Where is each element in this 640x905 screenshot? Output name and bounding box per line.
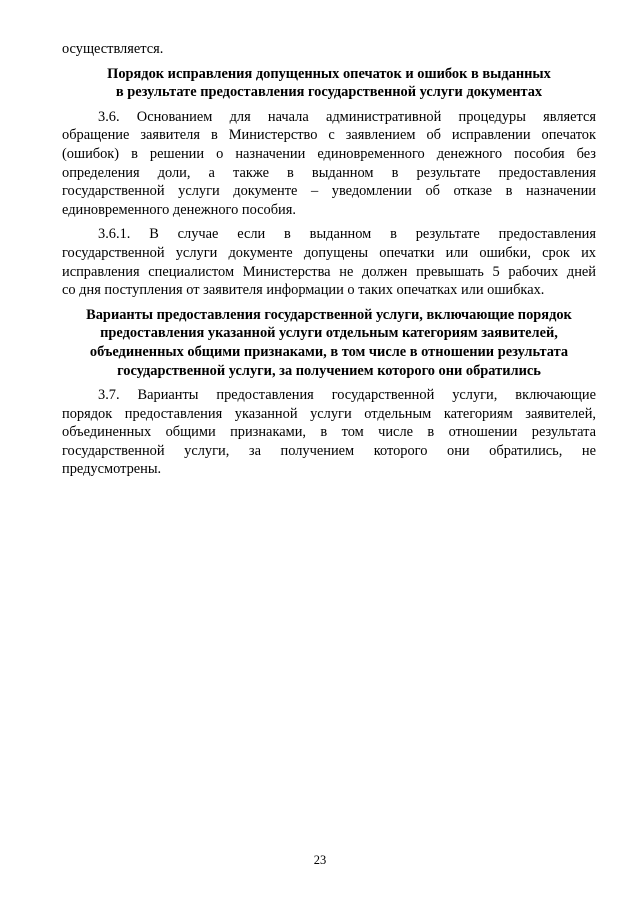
page-number: 23 xyxy=(313,853,327,867)
paragraph-line: государственной услуги документе – уведомлении об отказе в назначении xyxy=(62,183,596,200)
paragraph-3-6 xyxy=(62,108,596,220)
paragraph-line: определения доли, а также в выданном в результате предоставления xyxy=(62,164,596,181)
paragraph-line: исправления специалистом Министерства не должен превышать 5 рабочих дней xyxy=(62,263,596,280)
paragraph-line: 3.6.1. В случае если в выданном в результате предоставления xyxy=(98,226,596,243)
paragraph-line: обращение заявителя в Министерство с заявлением об исправлении опечаток xyxy=(62,127,596,144)
heading-line: объединенных общими признаками, в том числе в отношении результата xyxy=(89,343,569,360)
paragraph-line: единовременного денежного пособия. xyxy=(62,201,296,218)
section-heading-error-correction xyxy=(62,65,596,102)
heading-line: Варианты предоставления государственной услуги, включающие порядок xyxy=(86,306,572,323)
paragraph-line: (ошибок) в решении о назначении единовременного денежного пособия без xyxy=(62,145,596,162)
paragraph-line: объединенных общими признаками, в том числе в отношении результата xyxy=(62,424,596,441)
continued-text-line: осуществляется. xyxy=(62,41,164,57)
heading-line: предоставления указанной услуги отдельным категориям заявителей, xyxy=(100,325,558,342)
paragraph-line: государственной услуги документе допущены опечатки или ошибки, срок их xyxy=(62,244,596,261)
paragraph-3-7 xyxy=(62,386,596,479)
paragraph-line: 3.6. Основанием для начала административной процедуры является xyxy=(98,108,596,125)
paragraph-line: предусмотрены. xyxy=(62,461,162,478)
heading-line: государственной услуги, за получением которого они обратились xyxy=(117,362,541,379)
document-page xyxy=(62,40,596,479)
paragraph-line: 3.7. Варианты предоставления государственной услуги, включающие xyxy=(98,387,596,404)
paragraph-line: со дня поступления от заявителя информации о таких опечатках или ошибках. xyxy=(62,282,545,299)
paragraph-3-6-1 xyxy=(62,225,596,299)
paragraph-line: государственной услуги, за получением которого они обратились, не xyxy=(62,442,596,459)
heading-line: Порядок исправления допущенных опечаток и ошибок в выданных xyxy=(107,65,551,82)
paragraph-line: порядок предоставления указанной услуги отдельным категориям заявителей, xyxy=(62,405,596,422)
section-heading-service-variants xyxy=(62,306,596,380)
heading-line: в результате предоставления государственной услуги документах xyxy=(115,84,543,101)
